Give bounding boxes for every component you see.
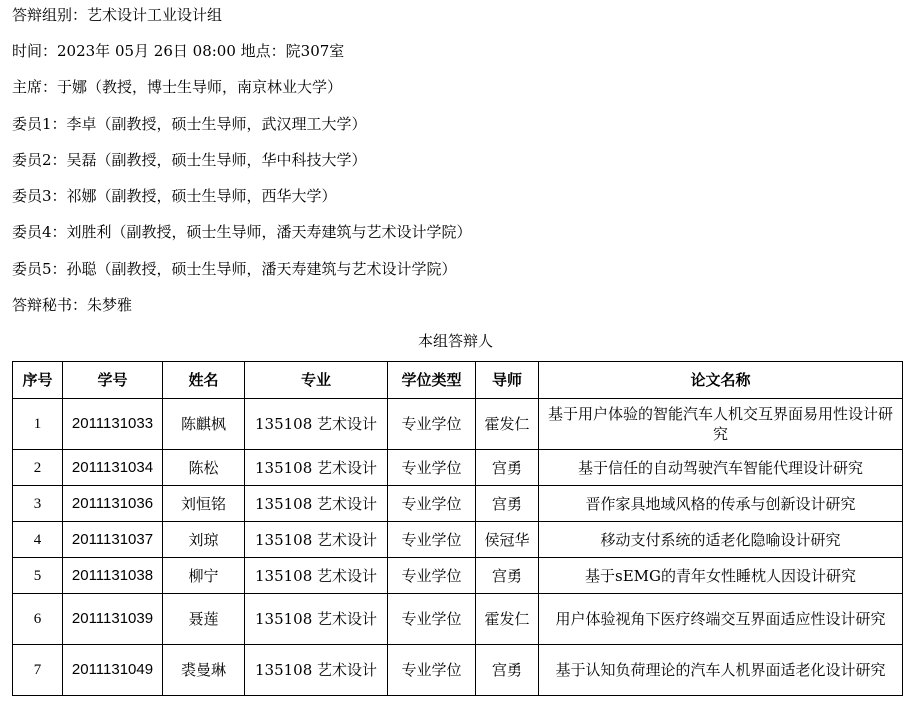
col-header-index: 序号 [13,362,63,399]
cell-advisor: 宫勇 [476,558,539,594]
cell-degree-type: 专业学位 [388,645,476,696]
cell-index: 5 [13,558,63,594]
cell-degree-type: 专业学位 [388,486,476,522]
cell-index: 6 [13,594,63,645]
cell-thesis-title: 晋作家具地域风格的传承与创新设计研究 [539,486,903,522]
cell-degree-type: 专业学位 [388,594,476,645]
table-row [13,399,903,450]
cell-student-id: 2011131034 [63,450,163,486]
cell-name: 陈松 [163,450,245,486]
group-line: 答辩组别：艺术设计工业设计组 [12,6,223,24]
member-line-3: 委员3：祁娜（副教授，硕士生导师，西华大学） [12,187,337,205]
cell-degree-type: 专业学位 [388,522,476,558]
cell-major: 135108 艺术设计 [245,486,388,522]
cell-student-id: 2011131038 [63,558,163,594]
table-row [13,594,903,645]
cell-student-id: 2011131037 [63,522,163,558]
cell-degree-type: 专业学位 [388,450,476,486]
cell-major: 135108 艺术设计 [245,522,388,558]
table-row [13,450,903,486]
member-line-1: 委员1：李卓（副教授，硕士生导师，武汉理工大学） [12,115,367,133]
cell-thesis-title: 基于sEMG的青年女性睡枕人因设计研究 [539,558,903,594]
cell-thesis-title: 基于认知负荷理论的汽车人机界面适老化设计研究 [539,645,903,696]
cell-degree-type: 专业学位 [388,558,476,594]
time-place-line: 时间：2023年 05月 26日 08:00 地点：院307室 [12,42,345,60]
cell-index: 3 [13,486,63,522]
cell-advisor: 宫勇 [476,645,539,696]
defense-table [12,361,903,696]
col-header-thesis-title: 论文名称 [539,362,903,399]
cell-index: 7 [13,645,63,696]
table-row [13,558,903,594]
table-header-row [13,362,903,399]
cell-major: 135108 艺术设计 [245,558,388,594]
col-header-advisor: 导师 [476,362,539,399]
cell-name: 刘恒铭 [163,486,245,522]
cell-major: 135108 艺术设计 [245,450,388,486]
cell-major: 135108 艺术设计 [245,594,388,645]
cell-name: 裘曼琳 [163,645,245,696]
table-row [13,645,903,696]
cell-advisor: 侯冠华 [476,522,539,558]
cell-name: 陈麒枫 [163,399,245,450]
col-header-degree-type: 学位类型 [388,362,476,399]
cell-degree-type: 专业学位 [388,399,476,450]
cell-advisor: 宫勇 [476,450,539,486]
cell-major: 135108 艺术设计 [245,645,388,696]
table-caption: 本组答辩人 [417,332,493,350]
member-line-5: 委员5：孙聪（副教授，硕士生导师，潘天寿建筑与艺术设计学院） [12,260,457,278]
table-row [13,486,903,522]
col-header-student-id: 学号 [63,362,163,399]
cell-thesis-title: 用户体验视角下医疗终端交互界面适应性设计研究 [539,594,903,645]
cell-student-id: 2011131036 [63,486,163,522]
member-line-2: 委员2：吴磊（副教授，硕士生导师，华中科技大学） [12,151,367,169]
member-line-4: 委员4：刘胜利（副教授，硕士生导师，潘天寿建筑与艺术设计学院） [12,223,472,241]
cell-advisor: 霍发仁 [476,594,539,645]
cell-major: 135108 艺术设计 [245,399,388,450]
secretary-line: 答辩秘书：朱梦雅 [12,296,133,314]
cell-index: 2 [13,450,63,486]
cell-index: 1 [13,399,63,450]
cell-advisor: 霍发仁 [476,399,539,450]
cell-student-id: 2011131049 [63,645,163,696]
cell-name: 柳宁 [163,558,245,594]
cell-student-id: 2011131033 [63,399,163,450]
col-header-name: 姓名 [163,362,245,399]
cell-advisor: 宫勇 [476,486,539,522]
table-row [13,522,903,558]
cell-student-id: 2011131039 [63,594,163,645]
cell-thesis-title: 基于用户体验的智能汽车人机交互界面易用性设计研究 [539,399,903,450]
cell-thesis-title: 移动支付系统的适老化隐喻设计研究 [539,522,903,558]
chair-line: 主席：于娜（教授，博士生导师，南京林业大学） [12,78,343,96]
cell-name: 聂莲 [163,594,245,645]
col-header-major: 专业 [245,362,388,399]
cell-name: 刘琼 [163,522,245,558]
cell-thesis-title: 基于信任的自动驾驶汽车智能代理设计研究 [539,450,903,486]
cell-index: 4 [13,522,63,558]
